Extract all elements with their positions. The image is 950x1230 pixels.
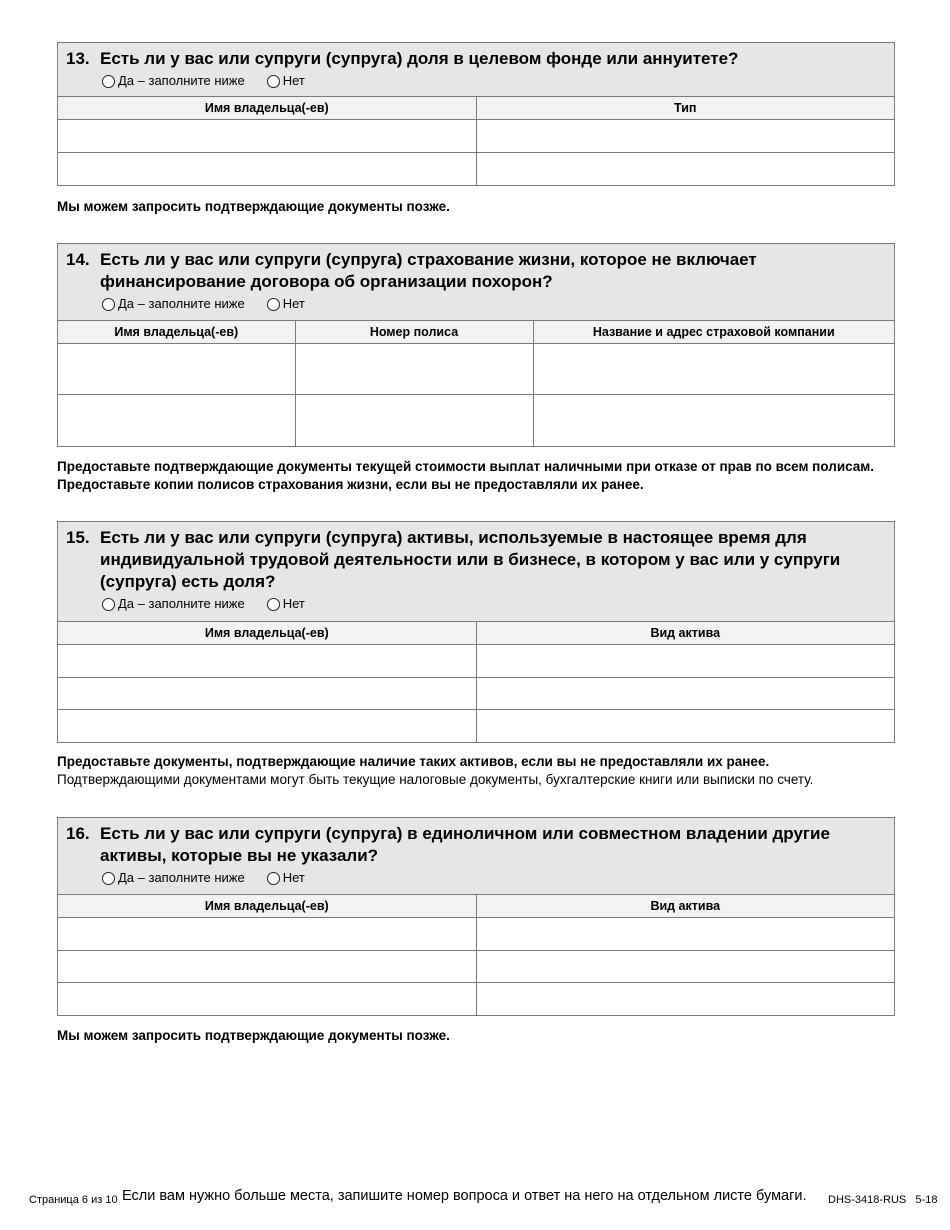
question-text: Есть ли у вас или супруги (супруга) в единоличном или совместном владении другие активы, которые вы не указали? [100, 824, 830, 865]
page-number: Страница 6 из 10 [29, 1194, 118, 1206]
input-cell[interactable] [58, 645, 476, 678]
q15-table [58, 622, 894, 742]
input-cell[interactable] [476, 918, 894, 951]
question-14-header [58, 244, 894, 321]
input-cell[interactable] [295, 395, 533, 446]
q15-note-bold: Предоставьте документы, подтверждающие наличие таких активов, если вы не предоставляли их ранее. [57, 754, 770, 769]
question-16-header [58, 818, 894, 895]
input-cell[interactable] [476, 153, 894, 185]
column-header: Имя владельца(-ев) [58, 622, 476, 645]
column-header: Название и адрес страховой компании [533, 321, 894, 344]
input-cell[interactable] [58, 918, 476, 951]
q16-note: Мы можем запросить подтверждающие документы позже. [57, 1028, 450, 1043]
radio-no[interactable] [267, 872, 280, 885]
column-header: Номер полиса [295, 321, 533, 344]
q13-note: Мы можем запросить подтверждающие документы позже. [57, 199, 450, 214]
input-cell[interactable] [476, 120, 894, 153]
option-yes[interactable]: Да – заполните ниже [102, 595, 245, 613]
radio-yes[interactable] [102, 598, 115, 611]
column-header: Имя владельца(-ев) [58, 895, 476, 918]
input-cell[interactable] [58, 153, 476, 185]
question-number: 16. [66, 824, 90, 843]
column-header: Вид актива [476, 622, 894, 645]
q13-table [58, 97, 894, 185]
input-cell[interactable] [533, 395, 894, 446]
radio-yes[interactable] [102, 298, 115, 311]
answer-options [102, 869, 886, 887]
input-cell[interactable] [58, 344, 295, 395]
answer-options [102, 72, 886, 90]
option-no[interactable]: Нет [267, 869, 305, 887]
input-cell[interactable] [476, 645, 894, 678]
input-cell[interactable] [58, 983, 476, 1015]
radio-no[interactable] [267, 598, 280, 611]
answer-options [102, 595, 886, 613]
question-13-header [58, 43, 894, 97]
option-yes[interactable]: Да – заполните ниже [102, 869, 245, 887]
input-cell[interactable] [476, 710, 894, 742]
column-header: Имя владельца(-ев) [58, 97, 476, 120]
radio-no[interactable] [267, 75, 280, 88]
footer-instruction: Если вам нужно больше места, запишите номер вопроса и ответ на него на отдельном листе бумаги. [122, 1188, 807, 1204]
column-header: Имя владельца(-ев) [58, 321, 295, 344]
question-text: Есть ли у вас или супруги (супруга) доля в целевом фонде или аннуитете? [100, 49, 739, 68]
q14-table [58, 321, 894, 446]
radio-no[interactable] [267, 298, 280, 311]
question-15-header [58, 522, 894, 622]
question-text: Есть ли у вас или супруги (супруга) страхование жизни, которое не включает финансирование договора об организации похорон? [100, 250, 757, 291]
input-cell[interactable] [476, 983, 894, 1015]
radio-yes[interactable] [102, 872, 115, 885]
input-cell[interactable] [476, 678, 894, 710]
question-text: Есть ли у вас или супруги (супруга) активы, используемые в настоящее время для индивидуальной трудовой деятельности или в бизнесе, в котором у вас или у супруги (супруга) есть доля? [100, 528, 841, 591]
answer-options [102, 295, 886, 313]
form-id: DHS-3418-RUS 5-18 [828, 1194, 938, 1206]
question-13 [57, 42, 895, 186]
q14-note: Предоставьте подтверждающие документы текущей стоимости выплат наличными при отказе от прав по всем полисам. Предоставьте копии полисов страхования жизни, если вы не предоставляли их ранее. [57, 459, 875, 492]
question-number: 14. [66, 250, 90, 269]
option-no[interactable]: Нет [267, 72, 305, 90]
input-cell[interactable] [58, 710, 476, 742]
option-no[interactable]: Нет [267, 295, 305, 313]
option-yes[interactable]: Да – заполните ниже [102, 72, 245, 90]
input-cell[interactable] [58, 678, 476, 710]
input-cell[interactable] [295, 344, 533, 395]
input-cell[interactable] [58, 395, 295, 446]
option-no[interactable]: Нет [267, 595, 305, 613]
input-cell[interactable] [58, 120, 476, 153]
q15-note [57, 753, 897, 789]
option-yes[interactable]: Да – заполните ниже [102, 295, 245, 313]
radio-yes[interactable] [102, 75, 115, 88]
question-number: 15. [66, 528, 90, 547]
input-cell[interactable] [58, 951, 476, 983]
question-number: 13. [66, 49, 90, 68]
q16-table [58, 895, 894, 1015]
question-16 [57, 817, 895, 1016]
question-14 [57, 243, 895, 447]
input-cell[interactable] [533, 344, 894, 395]
input-cell[interactable] [476, 951, 894, 983]
column-header: Вид актива [476, 895, 894, 918]
column-header: Тип [476, 97, 894, 120]
q15-note-regular: Подтверждающими документами могут быть текущие налоговые документы, бухгалтерские книги или выписки по счету. [57, 772, 814, 787]
question-15 [57, 521, 895, 743]
